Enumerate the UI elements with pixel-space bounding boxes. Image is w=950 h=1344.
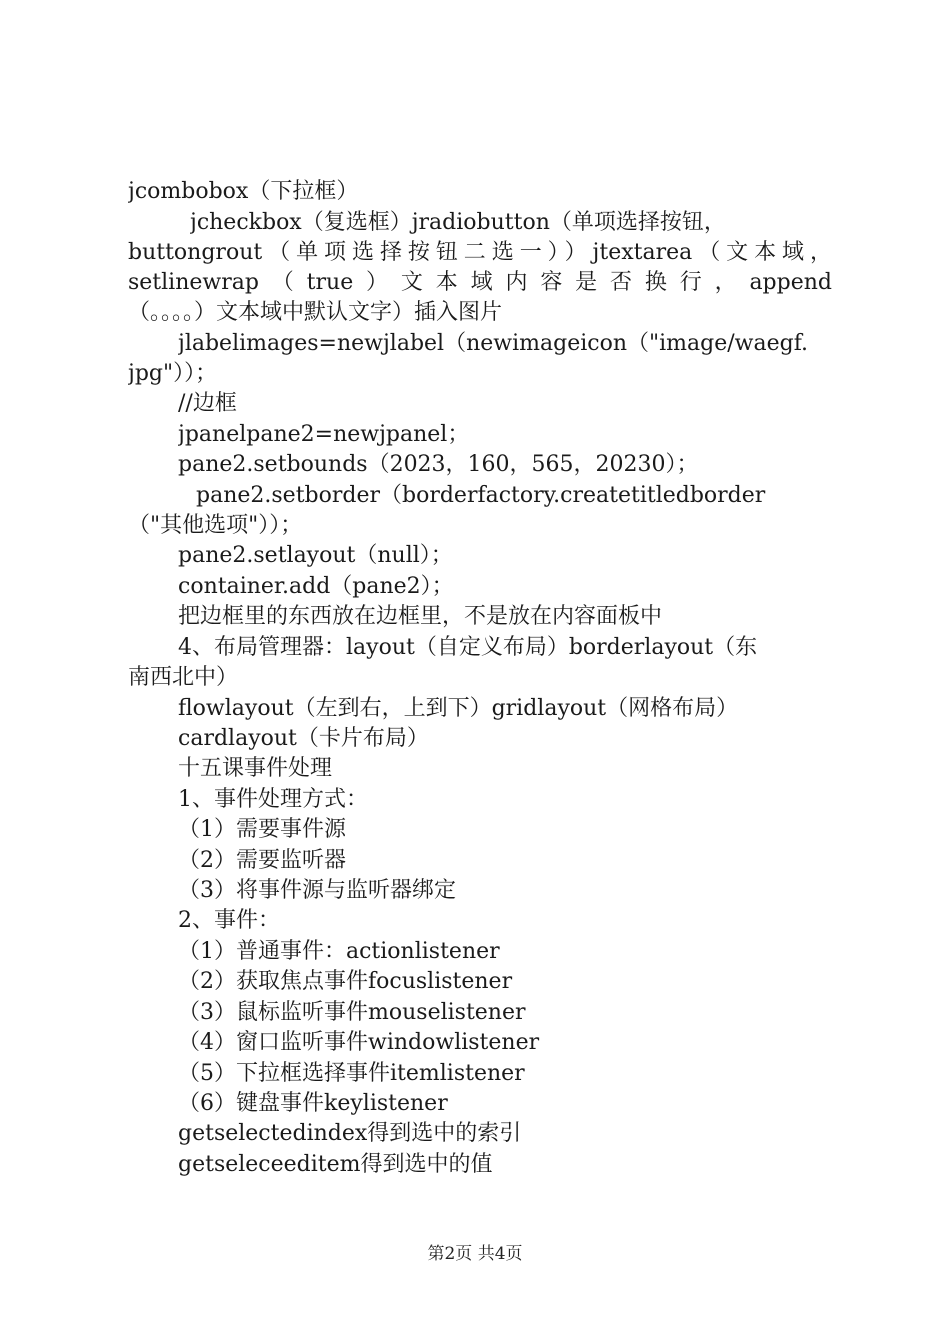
- text-line: 南西北中）: [128, 665, 239, 690]
- text-line: （2）获取焦点事件focuslistener: [178, 969, 513, 994]
- text-line: pane2.setborder（borderfactory.createtitledborder: [196, 483, 766, 508]
- text-line: jpg"））；: [128, 361, 218, 386]
- text-line: （3）将事件源与监听器绑定: [178, 878, 456, 903]
- text-line: （"其他选项"））；: [128, 513, 303, 538]
- text-line: 把边框里的东西放在边框里，不是放在内容面板中: [178, 604, 663, 629]
- text-line: 2、事件：: [178, 908, 280, 933]
- text-line: flowlayout（左到右，上到下）gridlayout（网格布局）: [178, 696, 739, 721]
- text-line: （1）需要事件源: [178, 817, 346, 842]
- text-line: buttongrout（单项选择按钮二选一））jtextarea（文本域，: [128, 240, 832, 265]
- text-line: pane2.setbounds（2023，160，565，20230）；: [178, 452, 699, 477]
- section-heading: 十五课事件处理: [178, 756, 333, 781]
- text-line: （2）需要监听器: [178, 848, 346, 873]
- text-line: （5）下拉框选择事件itemlistener: [178, 1061, 525, 1086]
- text-line: 4、布局管理器：layout（自定义布局）borderlayout（东: [178, 635, 758, 660]
- text-line: （4）窗口监听事件windowlistener: [178, 1030, 540, 1055]
- text-line: （。。。。）文本域中默认文字）插入图片: [128, 300, 503, 325]
- text-line: （6）键盘事件keylistener: [178, 1091, 448, 1116]
- text-line: //边框: [178, 391, 237, 416]
- text-line: cardlayout（卡片布局）: [178, 726, 429, 751]
- text-line: getseleceeditem得到选中的值: [178, 1152, 493, 1177]
- text-line: setlinewrap（true）文本域内容是否换行，append: [128, 270, 832, 295]
- text-line: getselectedindex得到选中的索引: [178, 1121, 522, 1146]
- text-line: jlabelimages=newjlabel（newimageicon（"image/waegf.: [178, 331, 809, 356]
- text-line: pane2.setlayout（null）；: [178, 543, 453, 568]
- text-line: jcombobox（下拉框）: [128, 179, 359, 204]
- text-line: jpanelpane2=newjpanel；: [178, 422, 470, 447]
- text-line: container.add（pane2）；: [178, 574, 454, 599]
- page-footer: 第2页 共4页: [427, 1244, 523, 1264]
- text-line: 1、事件处理方式：: [178, 787, 368, 812]
- text-line: （1）普通事件：actionlistener: [178, 939, 500, 964]
- text-line: （3）鼠标监听事件mouselistener: [178, 1000, 526, 1025]
- text-line: jcheckbox（复选框）jradiobutton（单项选择按钮，: [190, 210, 726, 235]
